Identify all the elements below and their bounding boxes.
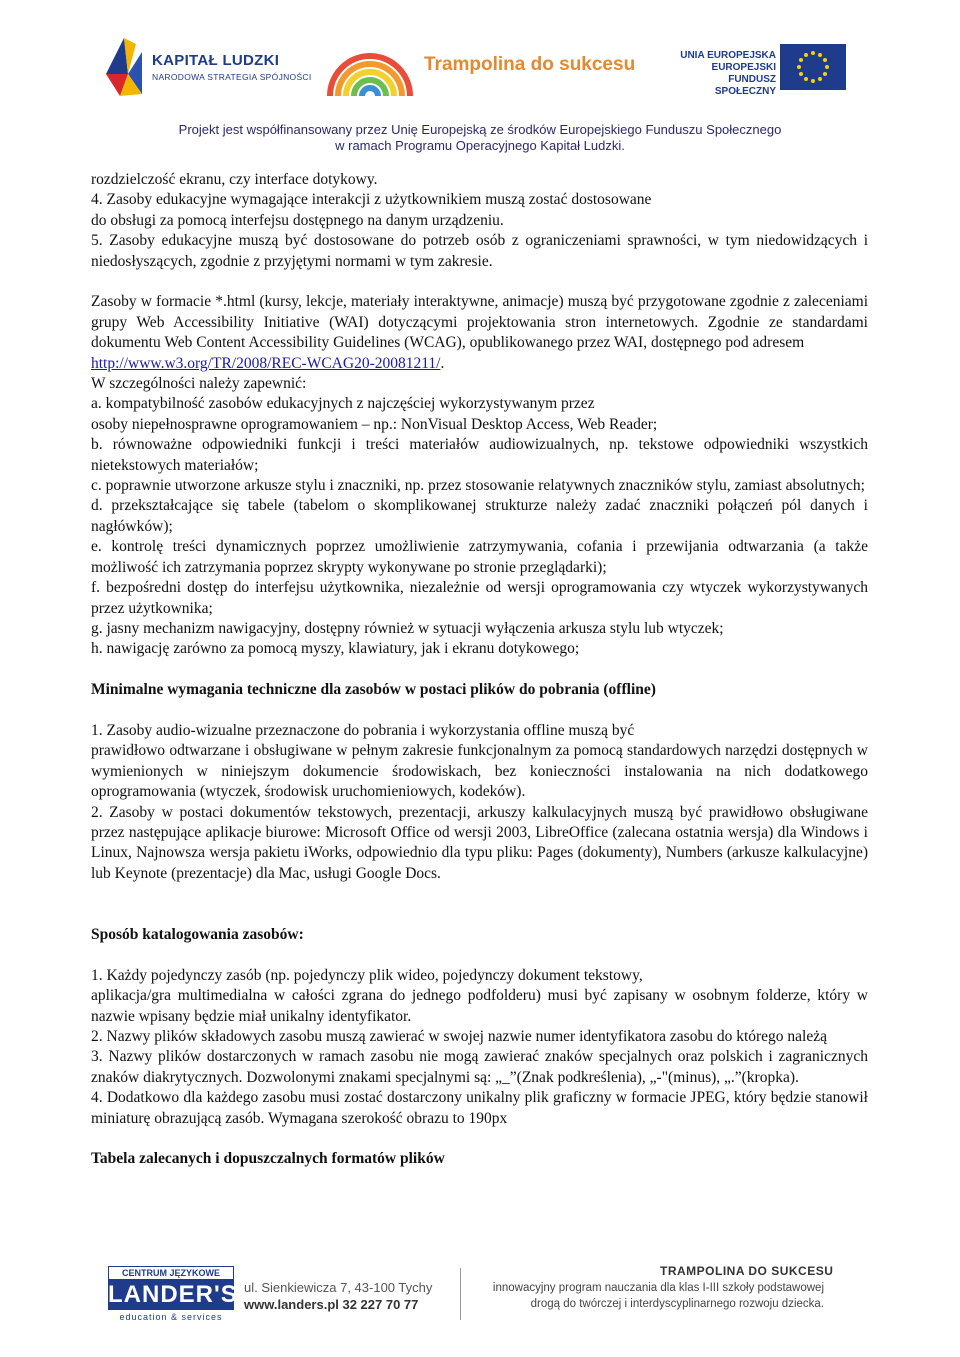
document-body: [91, 170, 868, 1170]
project-funding-line-1: Projekt jest współfinansowany przez Unię Europejską ze środków Europejskiego Funduszu Społecznego: [178, 122, 782, 137]
eu-line-1: UNIA EUROPEJSKA: [680, 50, 776, 61]
link-suffix: .: [440, 354, 445, 372]
kapital-ludzki-logo-icon: [102, 34, 146, 100]
list-item: a. kompatybilność zasobów edukacyjnych z najczęściej wykorzystywanym przez: [91, 395, 595, 413]
eu-line-2: EUROPEJSKI: [711, 62, 776, 73]
list-item: b. równoważne odpowiedniki funkcji i treści materiałów audiowizualnych, np. tekstowe odpowiedniki wszystkich nietekstowych materiałów;: [91, 436, 868, 474]
section-heading: Tabela zalecanych i dopuszczalnych formatów plików: [91, 1150, 445, 1168]
footer-address: ul. Sienkiewicza 7, 43-100 Tychy: [244, 1280, 433, 1295]
kapital-ludzki-subtitle: NARODOWA STRATEGIA SPÓJNOŚCI: [152, 72, 312, 82]
list-item: g. jasny mechanizm nawigacyjny, dostępny również w sytuacji wyłączenia arkusza stylu lub wtyczek;: [91, 619, 724, 637]
list-item: h. nawigację zarówno za pomocą myszy, klawiatury, jak i ekranu dotykowego;: [91, 640, 580, 658]
project-funding-line-2: w ramach Programu Operacyjnego Kapitał Ludzki.: [335, 138, 625, 153]
footer-web-phone: www.landers.pl 32 227 70 77: [244, 1297, 419, 1312]
footer-divider: [460, 1268, 461, 1320]
paragraph: 1. Zasoby audio-wizualne przeznaczone do pobrania i wykorzystania offline muszą być: [91, 721, 635, 739]
trampolina-rainbow-icon: [320, 40, 420, 100]
paragraph: Zasoby w formacie *.html (kursy, lekcje, materiały interaktywne, animacje) muszą być przygotowane zgodnie z zaleceniami grupy Web Accessibility Initiative (WAI) dotyczącymi projektowania stron internetowych. Zgodnie ze standardami dokumentu Web Content Accessibility Guidelines (WCAG), opublikowanego przez WAI, dostępnego pod adresem: [91, 293, 868, 352]
page-footer: [0, 1260, 960, 1357]
paragraph: rozdzielczość ekranu, czy interface dotykowy.: [91, 171, 378, 188]
eu-line-3: FUNDUSZ SPOŁECZNY: [714, 74, 776, 97]
paragraph: 2. Nazwy plików składowych zasobu muszą zawierać w swojej nazwie numer identyfikatora zasobu do którego należą: [91, 1027, 827, 1045]
paragraph: W szczególności należy zapewnić:: [91, 375, 307, 393]
list-item: c. poprawnie utworzone arkusze stylu i znaczniki, np. przez stosowanie relatywnych znaczników stylu, zamiast absolutnych;: [91, 477, 865, 495]
list-item: e. kontrolę treści dynamicznych poprzez umożliwienie zatrzymywania, cofania i przewijania odtwarzania (a także możliwość ich zatrzymania poprzez skrypty wykonywane po stronie przeglądarki);: [91, 538, 868, 576]
paragraph: prawidłowo odtwarzane i obsługiwane w pełnym zakresie funkcjonalnym za pomocą standardowych narzędzi dostępnych w wymienionych w niniejszym dokumencie środowiskach, bez konieczności instalowania na nich dodatkowego oprogramowania (wtyczek, środowisk uruchomieniowych, kodeków).: [91, 742, 868, 801]
footer-trampolina-line-1: innowacyjny program nauczania dla klas I-III szkoły podstawowej: [492, 1282, 824, 1294]
link-line: [91, 354, 868, 374]
page-header: [0, 0, 960, 160]
landers-logo: LANDER'S: [108, 1281, 238, 1308]
paragraph: 1. Każdy pojedynczy zasób (np. pojedynczy plik wideo, pojedynczy dokument tekstowy,: [91, 966, 643, 984]
centrum-jezykowe-label: CENTRUM JĘZYKOWE: [108, 1266, 234, 1280]
list-item: osoby niepełnosprawne oprogramowaniem – np.: NonVisual Desktop Access, Web Reader;: [91, 415, 658, 433]
footer-trampolina-line-2: drogą do twórczej i interdyscyplinarnego rozwoju dziecka.: [530, 1298, 824, 1310]
paragraph: 2. Zasoby w postaci dokumentów tekstowych, prezentacji, arkuszy kalkulacyjnych muszą być prawidłowo obsługiwane przez następujące aplikacje biurowe: Microsoft Office od wersji 2003, LibreOffice (zalecana ostatnia wersja) dla Windows i Linux, Najnowsza wersja pakietu iWorks, odpowiednio dla typu pliku: Pages (dokumenty), Numbers (arkusze kalkulacyjne) lub Keynote (prezentacje) dla Mac, usługi Google Docs.: [91, 803, 868, 882]
landers-tagline: education & services: [119, 1312, 223, 1322]
list-item: f. bezpośredni dostęp do interfejsu użytkownika, niezależnie od wersji oprogramowania czy wtyczek wykorzystywanych przez użytkownika;: [91, 579, 868, 617]
paragraph: do obsługi za pomocą interfejsu dostępnego na danym urządzeniu.: [91, 211, 504, 229]
list-item: d. przekształcające się tabele (tabelom o skomplikowanej strukturze należy zadać znaczniki połączeń pól danych i nagłówków);: [91, 497, 868, 535]
wcag-link[interactable]: http://www.w3.org/TR/2008/REC-WCAG20-20081211/: [91, 354, 441, 372]
eu-text: [676, 50, 776, 98]
paragraph: 5. Zasoby edukacyjne muszą być dostosowane do potrzeb osób z ograniczeniami sprawności, w tym niedowidzących i niedosłyszących, zgodnie z przyjętymi normami w tym zakresie.: [91, 232, 868, 270]
paragraph: 4. Zasoby edukacyjne wymagające interakcji z użytkownikiem muszą zostać dostosowane: [91, 191, 652, 209]
kapital-ludzki-title: KAPITAŁ LUDZKI: [152, 52, 280, 69]
trampolina-title: Trampolina do sukcesu: [424, 54, 636, 75]
footer-trampolina-title: TRAMPOLINA DO SUKCESU: [660, 1264, 834, 1278]
section-heading: Minimalne wymagania techniczne dla zasobów w postaci plików do pobrania (offline): [91, 681, 656, 699]
paragraph: 3. Nazwy plików dostarczonych w ramach zasobu nie mogą zawierać znaków specjalnych oraz polskich i zagranicznych znaków diakrytycznych. Dozwolonymi znakami specjalnymi są: „_”(Znak podkreślenia), „-"(minus), „.”(kropka).: [91, 1048, 868, 1086]
paragraph: aplikacja/gra multimedialna w całości zgrana do jednego podfolderu) musi być zapisany w osobnym folderze, który w nazwie wpisany będzie miał unikalny identyfikator.: [91, 987, 868, 1025]
section-heading: Sposób katalogowania zasobów:: [91, 925, 304, 943]
eu-flag-icon: [780, 44, 846, 90]
paragraph: 4. Dodatkowo dla każdego zasobu musi zostać dostarczony unikalny plik graficzny w formacie JPEG, który będzie stanowił miniaturę obrazującą zasób. Wymagana szerokość obrazu to 190px: [91, 1089, 868, 1127]
